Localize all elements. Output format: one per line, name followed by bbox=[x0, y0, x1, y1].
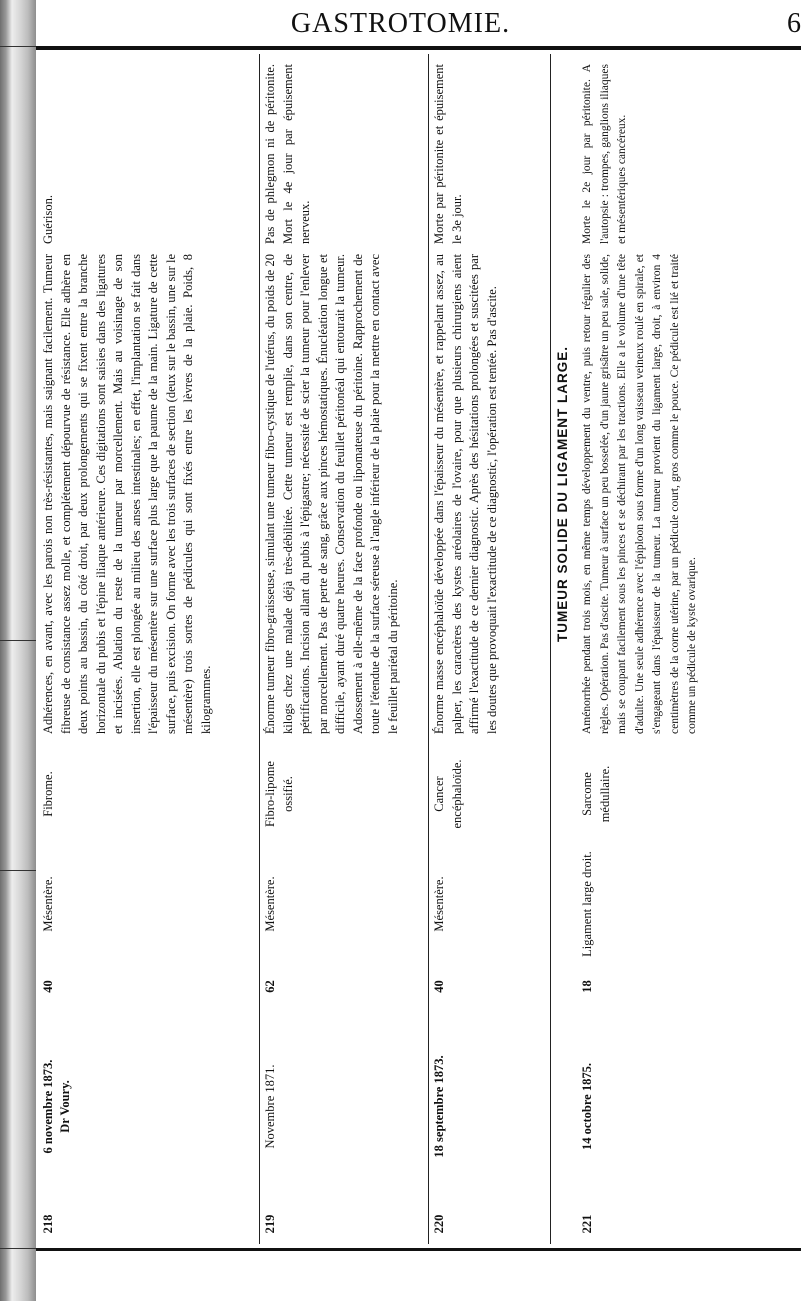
case-nature: Fibrome. bbox=[41, 771, 55, 817]
case-number: 220 bbox=[432, 1214, 446, 1234]
case-age: 18 bbox=[580, 980, 594, 993]
header-rule bbox=[36, 46, 801, 50]
page-title: GASTROTOMIE. bbox=[290, 8, 511, 39]
binding-rule bbox=[0, 870, 36, 871]
case-site: Mésentère. bbox=[41, 876, 55, 932]
case-date: Novembre 1871. bbox=[263, 1064, 277, 1149]
case-site: Ligament large droit. bbox=[580, 851, 594, 957]
table-row bbox=[431, 54, 549, 1244]
case-result: Morte le 2e jour par péritonite. A l'autopsie : trompes, ganglions iliaques et mésentériques cancéreux. bbox=[581, 61, 628, 244]
case-result: Morte par péritonite et épuisement le 3e jour. bbox=[432, 60, 464, 244]
case-number: 219 bbox=[263, 1214, 277, 1234]
case-age: 62 bbox=[263, 980, 277, 993]
case-date: 14 octobre 1875. bbox=[580, 1063, 594, 1150]
case-age: 40 bbox=[432, 980, 446, 993]
case-age: 40 bbox=[41, 980, 55, 993]
case-number: 221 bbox=[580, 1214, 594, 1234]
row-divider bbox=[428, 54, 429, 1244]
table-row bbox=[579, 54, 801, 1244]
case-description: Énorme masse encéphaloïde développée dans l'épaisseur du mésentère, et rappelant assez, au palper, les caractères des kystes aréolaires de l'ovaire, pour que plusieurs chirurgiens aient affirmé l'exactitude de ce dernier diagnostic. Après des hésitations prolongées et suscitées par les doutes que provoquait l'exactitude de ce diagnostic, l'opération est tentée. Pas d'ascite. bbox=[432, 250, 499, 734]
case-site: Mésentère. bbox=[263, 876, 277, 932]
binding-rule bbox=[0, 1248, 36, 1249]
case-date: 6 novembre 1873. bbox=[41, 1059, 55, 1154]
row-divider bbox=[550, 54, 551, 1244]
case-nature: Sarcome médullaire. bbox=[580, 765, 612, 823]
table-row bbox=[40, 54, 252, 1244]
page-number: 6 bbox=[787, 8, 801, 39]
case-number: 218 bbox=[41, 1214, 55, 1234]
section-heading: TUMEUR SOLIDE DU LIGAMENT LARGE. bbox=[555, 346, 570, 642]
section-heading-row bbox=[554, 54, 576, 1244]
case-description: Adhérences, en avant, avec les parois non très-résistantes, mais saignant facilement. Tumeur fibreuse de consistance assez molle, et complétement dépourvue de résistance. Elle adhère en deux points au bassin, du côté droit, par deux prolongements qui se fixent entre la branche horizontale du pubis et l'épine iliaque antérieure. Ces digitations sont saisies dans des ligatures et incisées. Ablation du reste de la tumeur par morcellement. Mais au voisinage de son insertion, elle est plongée au milieu des anses intestinales; en effet, l'implantation se fait dans l'épaisseur du mésentère sur une surface plus large que la paume de la main. Ligature de cette surface, puis excision. On forme avec les trois surfaces de section (deux sur le bassin, une sur le mésentère) trois sortes de pédicules qui sont fixés entre les lèvres de la plaie. Poids, 8 kilogrammes. bbox=[41, 250, 213, 734]
row-divider bbox=[259, 54, 260, 1244]
footer-rule bbox=[36, 1248, 801, 1251]
case-date: 18 septembre 1873. bbox=[432, 1055, 446, 1158]
case-nature: Fibro-lipome ossifié. bbox=[263, 757, 295, 827]
case-result: Pas de phlegmon ni de péritonite. Mort le 4e jour par épuisement nerveux. bbox=[263, 60, 312, 244]
binding-rule bbox=[0, 46, 36, 47]
case-site: Mésentère. bbox=[432, 876, 446, 932]
case-description: Aménorrhée pendant trois mois, en même temps développement du ventre, puis retour régulier des règles. Opération. Pas d'ascite. Tumeur à surface un peu bosselée, d'un jaune grisâtre un peu sale, solide, mais se coupant facilement sous les pinces et se déchirant par les tractions. Elle a le volume d'une tête d'adulte. Une seule adhérence avec l'épiploon sous forme d'un long vaisseau veineux roulé en spirale, et s'engageant dans l'épaisseur de la tumeur. La tumeur provient du ligament large, droit, à environ 4 centimètres de la corne utérine, par un pédicule court, gros comme le pouce. Ce pédicule est lié et traité comme un pédicule de kyste ovarique. bbox=[581, 251, 698, 734]
table-row bbox=[262, 54, 427, 1244]
case-nature: Cancer encéphaloïde. bbox=[432, 759, 464, 829]
rotated-table bbox=[36, 54, 801, 1244]
case-description: Énorme tumeur fibro-graisseuse, simulant une tumeur fibro-cystique de l'utérus, du poids de 20 kilogs chez une malade déjà très-débilitée. Cette tumeur est remplie, dans son centre, de pétrifications. Incision allant du pubis à l'épigastre; nécessité de scier la tumeur pour l'enlever par morcellement. Pas de perte de sang, grâce aux pinces hémostatiques. Énucléation longue et difficile, ayant duré quatre heures. Conservation du feuillet péritonéal qui entourait la tumeur. Adossement à elle-même de la face profonde ou lipomateuse du péritoine. Rapprochement de toute l'étendue de la surface séreuse à l'angle inférieur de la plaie pour la mettre en contact avec le feuillet pariétal du péritoine. bbox=[263, 250, 400, 734]
book-binding-strip bbox=[0, 0, 36, 1301]
case-author: Dr Voury. bbox=[58, 1080, 72, 1133]
case-result: Guérison. bbox=[41, 195, 55, 244]
binding-rule bbox=[0, 640, 36, 641]
